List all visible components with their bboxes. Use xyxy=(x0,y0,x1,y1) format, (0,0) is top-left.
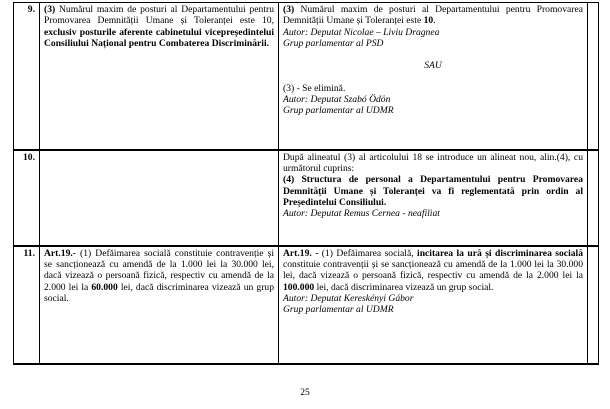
amendment-text-bold: 10 xyxy=(423,15,434,27)
original-text: Numărul maxim de posturi al Departamentului pentru Promovarea Demnității Umane și Toleranței este 10, xyxy=(44,4,274,27)
paragraph-prefix: (3) xyxy=(283,4,295,15)
row-number: 11. xyxy=(14,246,40,364)
row-number: 9. xyxy=(14,3,40,150)
amendment-text xyxy=(283,248,583,293)
original-text-cell xyxy=(40,3,279,150)
amendment-amount: 100.000 xyxy=(283,281,315,293)
original-text: (1) Defăimarea socială constituie contravenție și se sancționează cu amendă de la 1.000 lei la 30.000 lei, dacă vizează o persoană fizică, respectiv cu amendă de la 2.000 lei la xyxy=(44,247,274,293)
remarks-cell xyxy=(588,3,599,150)
original-text-cell xyxy=(40,150,279,246)
amendment-cell xyxy=(279,246,588,364)
amendment-intro: După alineatul (3) al articolului 18 se introduce un alineat nou, alin.(4), cu următorul cuprins: xyxy=(283,151,583,174)
amendment-text-end: . xyxy=(433,15,436,27)
alternative-separator: SAU xyxy=(424,60,442,72)
original-text-bold: exclusiv posturile aferente cabinetului vicepreședintelui Consiliului Național pentru Combaterea Discriminării. xyxy=(44,26,274,50)
amendment-cell xyxy=(279,150,588,246)
amendment-delete: (3) - Se elimină. xyxy=(283,82,346,94)
amendments-table xyxy=(13,2,599,365)
amendment-text-bold: (4) Structura de personal a Departamentului pentru Promovarea Demnității Umane și Toleranței va fi reglementată prin ordin al Președintelui Consiliului. xyxy=(283,174,583,208)
amendment-author: Autor: Deputat Nicolae – Liviu Dragnea xyxy=(283,26,440,38)
amendment-author: Autor: Deputat Kereskényi Gábor xyxy=(283,292,414,304)
table-row xyxy=(14,150,599,246)
amendment-group: Grup parlamentar al UDMR xyxy=(283,304,394,316)
amendment-author: Autor: Deputat Szabó Ödön xyxy=(283,94,391,106)
remarks-cell xyxy=(588,150,599,246)
amendment-text-plain: (1) Defăimarea socială, xyxy=(318,247,418,259)
amendment-text-end: lei, dacă discriminarea vizează un grup social. xyxy=(314,281,494,293)
original-amount: 60.000 xyxy=(91,281,118,293)
table-row xyxy=(14,246,599,364)
row-number: 10. xyxy=(14,150,40,246)
amendment-author: Autor: Deputat Remus Cernea - neafiliat xyxy=(283,208,440,220)
original-text-end: lei, dacă discriminarea vizează un grup social. xyxy=(44,281,275,304)
original-text-cell xyxy=(40,246,279,364)
amendment-group: Grup parlamentar al UDMR xyxy=(283,105,394,117)
paragraph-prefix: (3) xyxy=(44,4,56,15)
remarks-cell xyxy=(588,246,599,364)
table-row xyxy=(14,3,599,150)
amendment-text xyxy=(283,4,583,27)
article-label: Art.19. - xyxy=(283,247,319,259)
amendment-cell xyxy=(279,3,588,150)
amendment-group: Grup parlamentar al PSD xyxy=(283,38,384,50)
amendment-text-bold: incitarea la ură și discriminarea socială xyxy=(417,247,583,259)
amendment-text-plain: Numărul maxim de posturi al Departamentului pentru Promovarea Demnității Umane și Toleranței este xyxy=(283,4,583,27)
page-number: 25 xyxy=(300,387,310,398)
article-label: Art.19.- xyxy=(44,247,76,259)
amendment-text-plain-2: constituie contravenții și se sancționează cu amendă de la 1.000 lei la 30.000 lei, dacă vizează o persoană fizică, respectiv cu amendă de la 2.000 lei la xyxy=(283,258,583,282)
